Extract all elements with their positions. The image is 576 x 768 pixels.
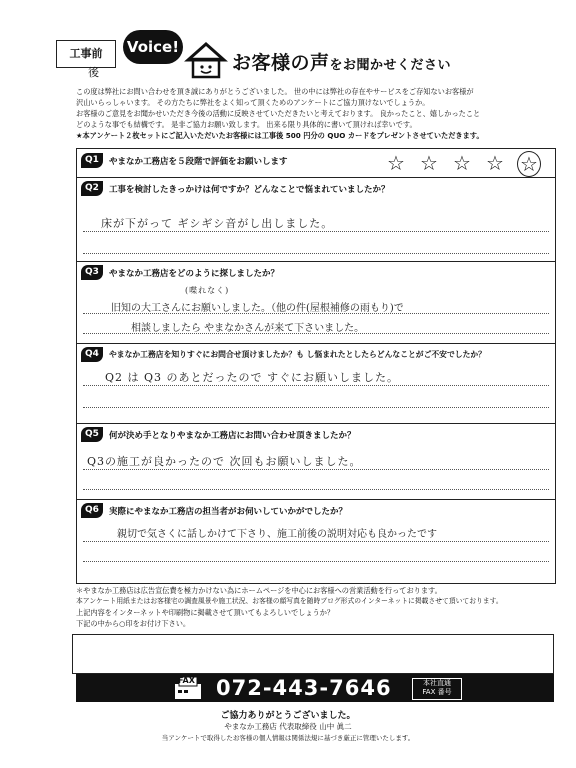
question-number: Q1 <box>81 153 103 168</box>
rating-stars <box>385 151 541 177</box>
fax-bar <box>76 674 554 702</box>
question-q6 <box>77 499 555 583</box>
consent-choice-box[interactable] <box>72 634 554 674</box>
question-text: やまなか工務店をどのように探しましたか？ <box>109 268 280 279</box>
answer-line <box>83 313 549 314</box>
star-icon[interactable]: ☆ <box>453 151 471 175</box>
question-header <box>81 347 486 362</box>
handwritten-answer: 床が下がって ギシギシ音がし出しました。 <box>101 217 334 230</box>
fax-direct-note <box>412 678 462 700</box>
footer-line: 本アンケート用紙またはお客様宅の調査風景や施工状況、お客様の顔写真を随時ブログ形式のインターネットに掲載させて頂いております。 <box>76 597 503 605</box>
question-text: 何が決め手となりやまなか工務店にお問い合わせ頂きましたか？ <box>109 430 356 441</box>
thanks-message: ご協力ありがとうございました。 <box>220 711 356 721</box>
intro-line: この度は弊社にお問い合わせを頂き誠にありがとうございました。 世の中には弊社の存在やサービスをご存知ないお客様が <box>76 87 474 96</box>
answer-line <box>83 541 549 542</box>
handwritten-note: (喋れなく) <box>185 286 230 295</box>
intro-line: 沢山いらっしゃいます。 その方たちに弊社をよく知って頂くためのアンケートにご協力頂けないでしょうか。 <box>76 98 430 107</box>
answer-line <box>83 385 549 386</box>
question-text: やまなか工務店を知りすぐにお問合せ頂けましたか？も し悩まれたとしたらどんなことがご不安でしたか？ <box>109 350 486 359</box>
star-icon-circled[interactable]: ☆ <box>517 151 541 177</box>
answer-line <box>83 253 549 254</box>
question-text: やまなか工務店を５段階で評価をお願いします <box>109 156 288 167</box>
intro-line: ★本アンケート２枚セットにご記入いただいたお客様には工事後 500 円分の QUO カードをプレゼントさせていただきます。 <box>76 131 484 140</box>
privacy-notice: 当アンケートで取得したお客様の個人情報は関係法規に基づき厳正に管理いたします。 <box>161 734 415 742</box>
handwritten-answer: Q3の施工が良かったので 次回もお願いしました。 <box>87 455 362 468</box>
intro-text <box>76 86 546 141</box>
handwritten-tag-note: 後 <box>88 66 99 79</box>
question-header <box>81 503 347 518</box>
star-icon[interactable]: ☆ <box>387 151 405 175</box>
answer-line <box>83 407 549 408</box>
fax-note-line: 本社直通 <box>423 679 451 687</box>
question-q1 <box>77 149 555 178</box>
handwritten-answer: Q2 は Q3 のあとだったので すぐにお願いしました。 <box>105 371 400 384</box>
title-sub: をお聞かせください <box>329 58 452 73</box>
answer-line <box>83 231 549 232</box>
question-header <box>81 427 356 442</box>
title-main: お客様の声 <box>232 52 330 74</box>
footer-line: 上記内容をインターネットや印刷物に掲載させて頂いてもよろしいでしょうか？ <box>76 608 335 617</box>
company-signature: やまなか工務店 代表取締役 山中 眞二 <box>224 722 352 731</box>
question-number: Q2 <box>81 181 103 196</box>
fax-label: FAX <box>178 676 195 685</box>
page-title <box>232 48 451 75</box>
question-q4 <box>77 343 555 424</box>
question-number: Q3 <box>81 265 103 280</box>
handwritten-answer: 親切で気さくに話しかけて下さり、施工前後の説明対応も良かったです <box>117 529 437 540</box>
question-q5 <box>77 423 555 500</box>
question-number: Q4 <box>81 347 103 362</box>
star-icon[interactable]: ☆ <box>420 151 438 175</box>
question-number: Q6 <box>81 503 103 518</box>
voice-badge: Voice! <box>123 30 183 64</box>
answer-line <box>83 469 549 470</box>
footer-notes <box>76 585 556 629</box>
question-text: 実際にやまなか工務店の担当者がお伺いしていかがでしたか？ <box>109 506 348 517</box>
questionnaire-frame <box>76 148 556 584</box>
question-number: Q5 <box>81 427 103 442</box>
handwritten-answer: 旧知の大工さんにお願いしました。（他の件(屋根補修の雨もり)で <box>111 303 404 314</box>
intro-line: どのような事でも結構です。 是非ご協力お願い致します。 出来る限り具体的に書いて頂ければ幸いです。 <box>76 120 417 129</box>
question-header <box>81 153 288 168</box>
question-header <box>81 265 279 280</box>
house-icon <box>184 40 228 80</box>
question-q2 <box>77 177 555 262</box>
answer-line <box>83 333 549 334</box>
star-icon[interactable]: ☆ <box>486 151 504 175</box>
question-header <box>81 181 390 196</box>
intro-line: お客様のご意見をお聞かせいただき今後の活動に反映させていただきたいと考えております。 良かったこと、嬉しかったこと <box>76 109 481 118</box>
question-text: 工事を検討したきっかけは何ですか？どんなことで悩まれていましたか？ <box>109 184 390 195</box>
handwritten-answer: 相談しましたら やまなかさんが来て下さいました。 <box>131 323 365 334</box>
footer-line: ＊やまなか工務店は広告宣伝費を極力かけない為にホームページを中心にお客様への営業活動を行っております。 <box>76 586 442 595</box>
answer-line <box>83 561 549 562</box>
footer-line: 下記の中から○印をお付け下さい。 <box>76 619 191 628</box>
fax-note-line: FAX 番号 <box>422 688 452 696</box>
answer-line <box>83 489 549 490</box>
question-q3 <box>77 261 555 344</box>
fax-number[interactable]: 072-443-7646 <box>216 676 392 700</box>
before-construction-tag: 工事前 <box>56 40 116 68</box>
